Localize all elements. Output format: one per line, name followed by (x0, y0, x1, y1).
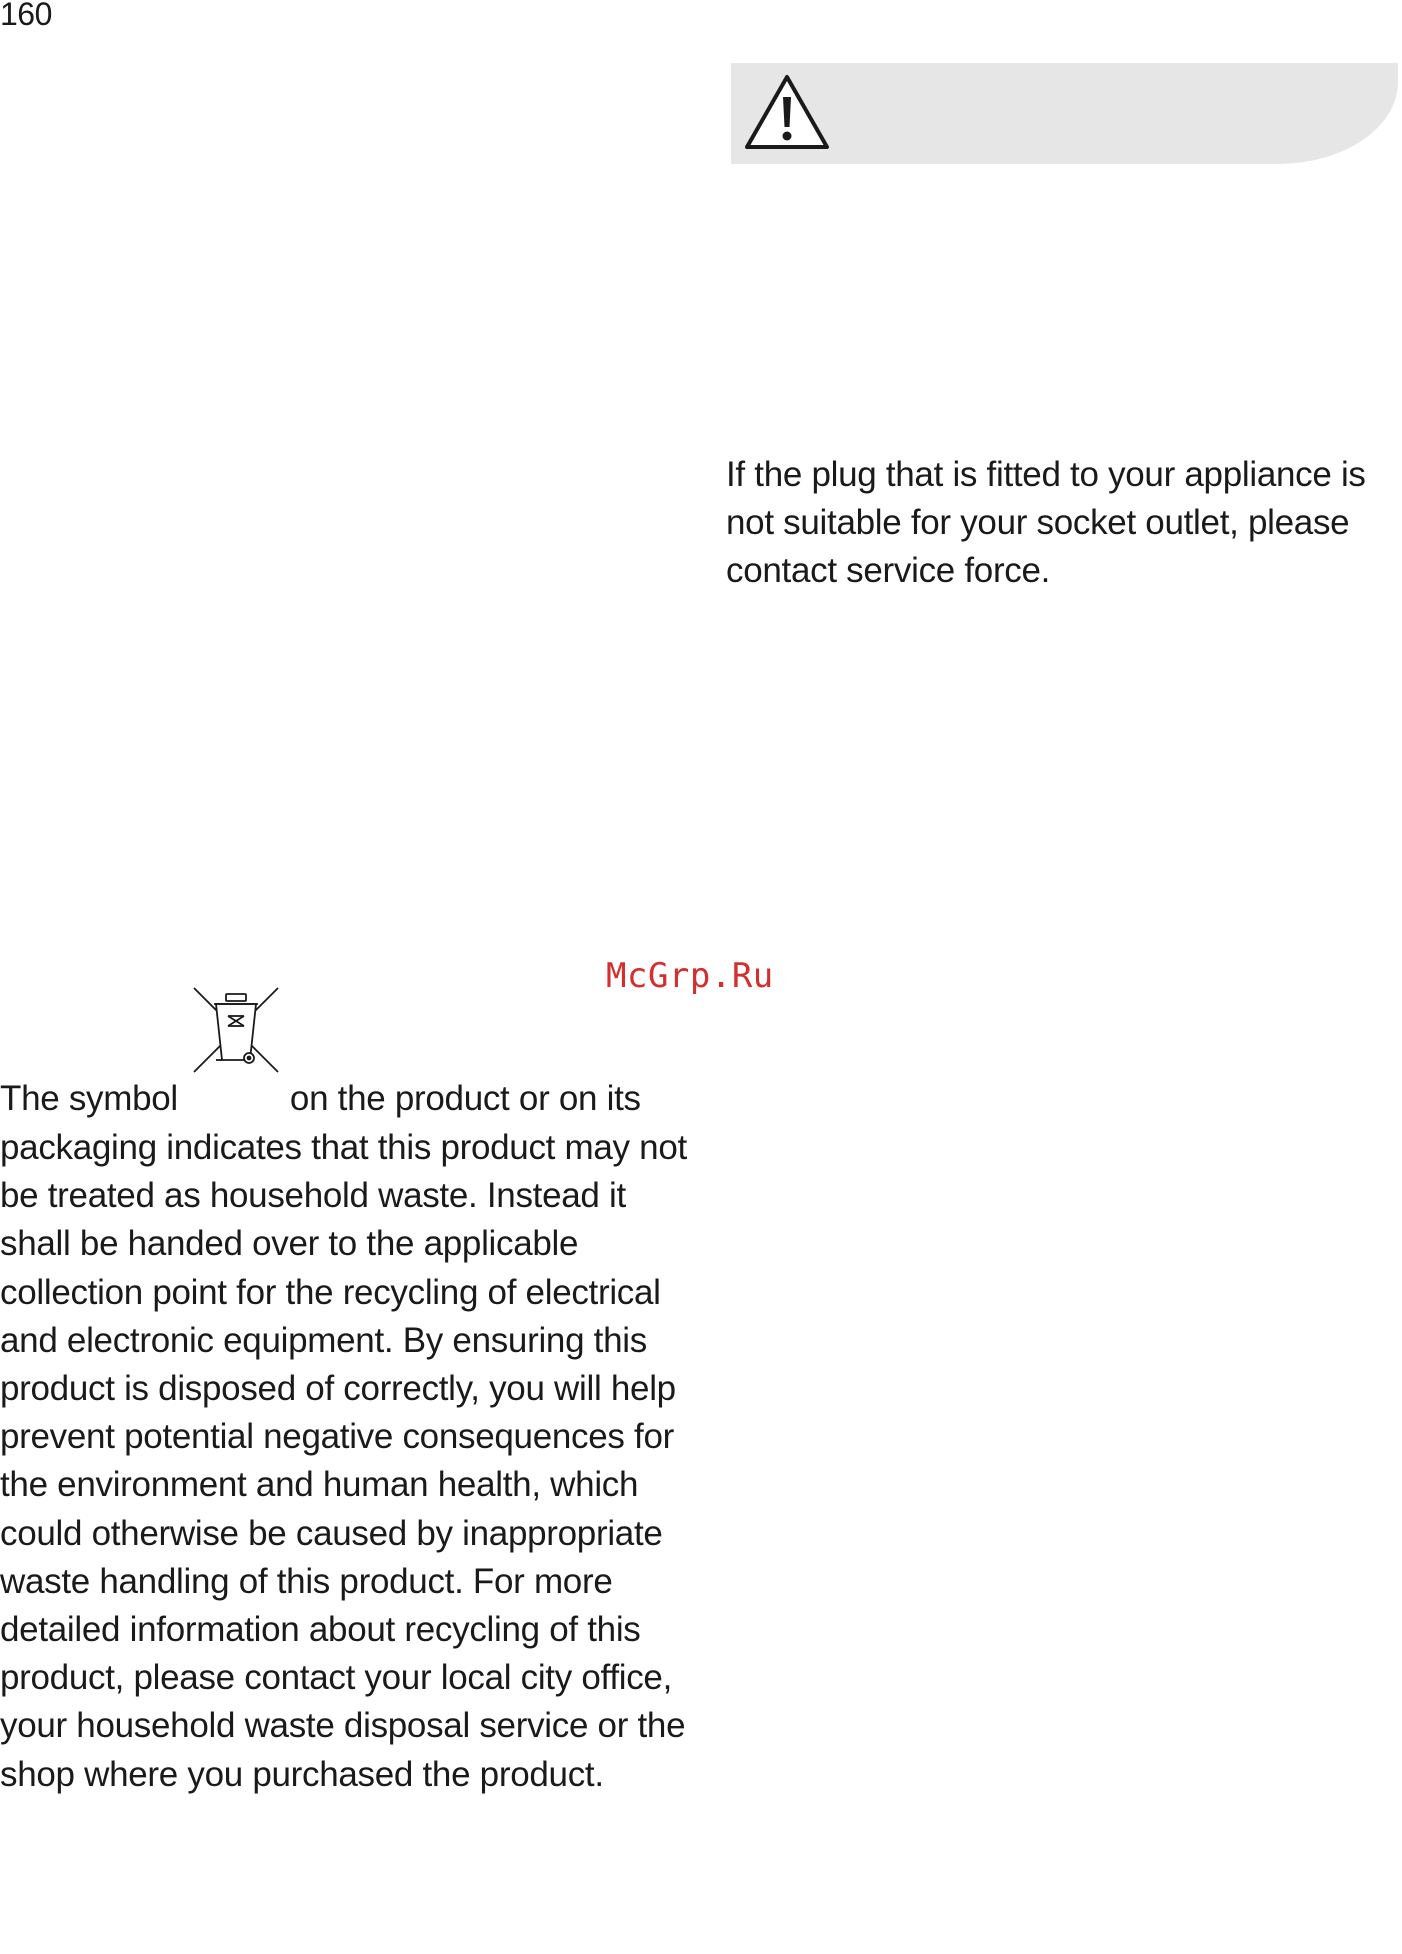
page-number: 160 (0, 0, 52, 32)
plug-note-paragraph: If the plug that is fitted to your appliance is not suitable for your socket outlet, please contact service force. (726, 455, 1366, 590)
disposal-paragraph (0, 1044, 700, 1799)
disposal-text-lead: The symbol (0, 1079, 178, 1118)
warning-triangle-icon (741, 71, 833, 155)
watermark: McGrp.Ru (606, 956, 774, 996)
disposal-text-body: on the product or on its packaging indicates that this product may not be treated as household waste. Instead it shall be handed over to the applicable collection point for the recycling of electrical and electronic equipment. By ensuring this product is disposed of correctly, you will help prevent potential negative consequences for the environment and human health, which could otherwise be caused by inappropriate waste handling of this product. For more detailed information about recycling of this product, please contact your local city office, your household waste disposal service or the shop where you purchased the product. (0, 1079, 687, 1794)
warning-banner (731, 63, 1398, 164)
crossed-out-wheelie-bin-icon (192, 1044, 280, 1124)
